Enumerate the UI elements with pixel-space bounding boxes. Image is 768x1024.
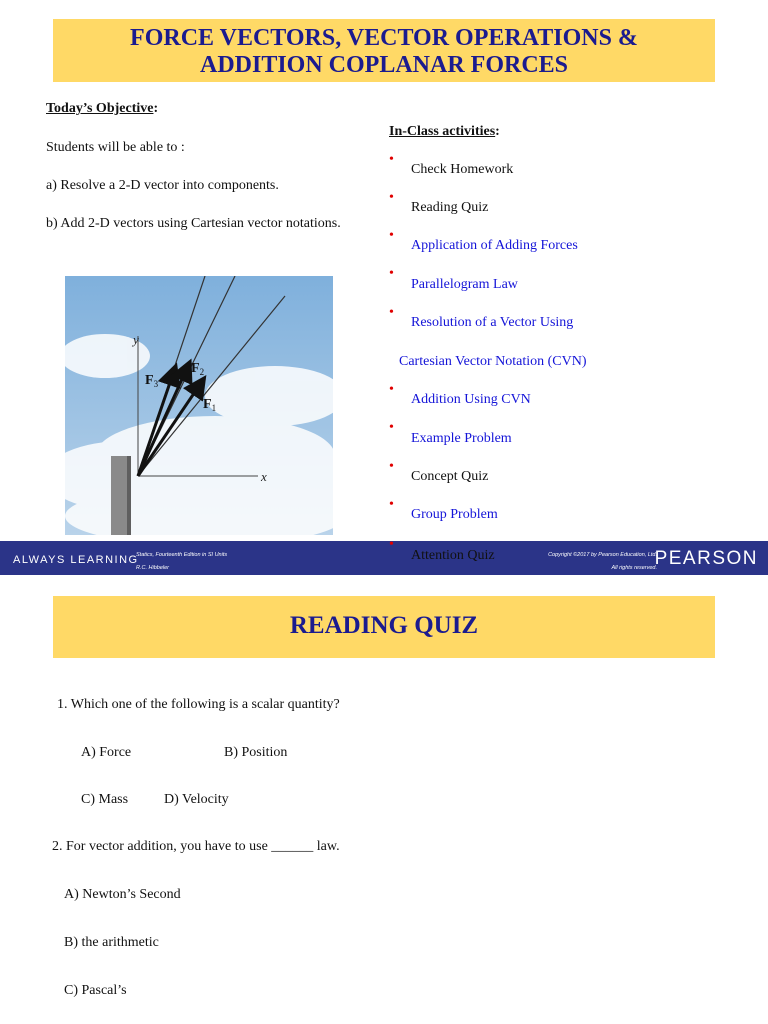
activity-attention-quiz: Attention Quiz [411,548,495,563]
x-axis-label: x [261,469,267,484]
bullet: • [389,190,394,205]
slide2-title-banner [53,596,715,658]
bullet: • [389,228,394,243]
objective-a: a) Resolve a 2-D vector into components. [46,178,279,193]
f1-label: $F_1$ [203,397,217,413]
objective-colon: : [153,101,159,116]
objective-b: b) Add 2-D vectors using Cartesian vector notations. [46,216,341,231]
activity-concept-quiz: Concept Quiz [411,469,489,484]
activity-application[interactable]: Application of Adding Forces [411,238,578,253]
force-vector-diagram [65,276,333,535]
force-vector-figure [65,276,333,535]
objective-heading-row [46,101,158,117]
footer-author: R.C. Hibbeler [136,565,170,571]
bullet: • [389,420,394,435]
bullet: • [389,305,394,320]
quiz-q2-option-b: B) the arithmetic [64,935,159,950]
footer-book-title: Statics, Fourteenth Edition in SI Units [136,552,228,558]
quiz-q1-option-d: D) Velocity [164,792,229,807]
quiz-q2-option-a: A) Newton’s Second [64,887,181,902]
activity-example-problem[interactable]: Example Problem [411,431,512,446]
activity-check-homework: Check Homework [411,162,514,177]
pearson-logo: PEARSON [654,548,758,569]
slide1-title-line2: ADDITION COPLANAR FORCES [199,52,569,78]
bullet: • [389,266,394,281]
slide1-title-banner [53,19,715,82]
objective-intro: Students will be able to : [46,140,185,155]
f3-label: $F_3$ [145,373,159,389]
activities-heading: In-Class activities [389,124,496,139]
quiz-q1-option-c: C) Mass [81,792,129,807]
activity-resolution[interactable]: Resolution of a Vector Using [411,315,574,330]
footer-rights: All rights reserved. [611,565,657,571]
bullet: • [389,459,394,474]
bullet: • [389,152,394,167]
quiz-q1-option-a: A) Force [81,745,132,760]
quiz-q1-option-b: B) Position [224,745,288,760]
bullet: • [389,537,394,552]
activity-group-problem[interactable]: Group Problem [411,507,498,522]
footer-bar [0,541,768,575]
slide1-title-line1: FORCE VECTORS, VECTOR OPERATIONS & [130,25,638,51]
activity-reading-quiz: Reading Quiz [411,200,489,215]
pole-shadow [127,456,131,535]
slide2-title: READING QUIZ [289,612,479,639]
always-learning-text: ALWAYS LEARNING [13,554,139,566]
quiz-q2-option-c: C) Pascal’s [64,983,127,998]
footer-copyright: Copyright ©2017 by Pearson Education, Ltd. [548,552,657,558]
quiz-question-2: 2. For vector addition, you have to use ______ law. [52,839,340,854]
activity-parallelogram-law[interactable]: Parallelogram Law [411,277,518,292]
objective-heading: Today’s Objective [46,101,154,116]
y-axis-label: y [133,332,139,347]
f2-label: $F_2$ [191,361,205,377]
activities-colon: : [495,124,500,139]
quiz-question-1: 1. Which one of the following is a scalar quantity? [57,697,340,712]
bullet: • [389,497,394,512]
activity-cvn[interactable]: Cartesian Vector Notation (CVN) [399,354,587,369]
activity-addition-cvn[interactable]: Addition Using CVN [411,392,531,407]
activities-heading-row [389,124,500,140]
bullet: • [389,382,394,397]
